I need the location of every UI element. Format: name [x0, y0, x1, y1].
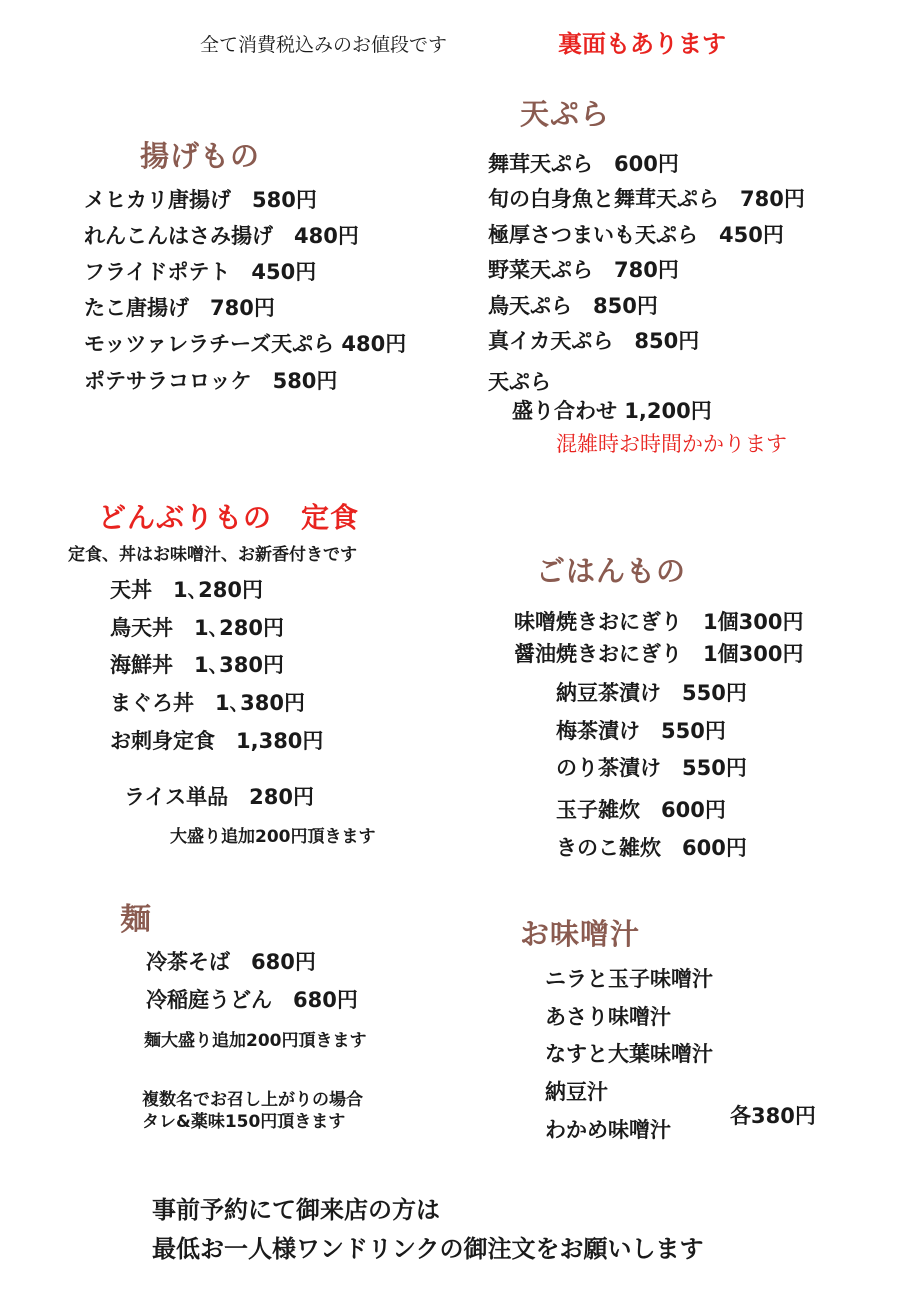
- list-item: 天丼 1､280円: [110, 578, 263, 602]
- men-note: 麺大盛り追加200円頂きます: [144, 1031, 367, 1051]
- section-title-gohan: ごはんもの: [536, 554, 687, 588]
- list-item: 味噌焼きおにぎり 1個300円: [514, 610, 804, 634]
- list-item: ライス単品 280円: [124, 785, 314, 809]
- section-title-donburi: どんぶりもの 定食: [98, 501, 360, 534]
- footer-line-1: 事前予約にて御来店の方は: [152, 1196, 440, 1224]
- list-item: 梅茶漬け 550円: [556, 719, 726, 743]
- list-item: 鳥天ぷら 850円: [488, 294, 658, 318]
- list-item: モッツァレラチーズ天ぷら 480円: [84, 332, 407, 356]
- section-title-agemono: 揚げもの: [140, 139, 261, 173]
- list-item: 玉子雑炊 600円: [556, 798, 726, 822]
- list-item: お刺身定食 1,380円: [110, 729, 324, 753]
- busy-note: 混雑時お時間かかります: [556, 432, 787, 456]
- list-item: たこ唐揚げ 780円: [84, 296, 275, 320]
- list-item: れんこんはさみ揚げ 480円: [84, 224, 359, 248]
- tax-note: 全て消費税込みのお値段です: [200, 34, 448, 56]
- men-note: タレ&薬味150円頂きます: [142, 1112, 346, 1132]
- list-item: 盛り合わせ 1,200円: [512, 399, 712, 423]
- list-item: 冷稲庭うどん 680円: [146, 988, 358, 1012]
- list-item: ポテサラコロッケ 580円: [84, 369, 338, 393]
- list-item: 鳥天丼 1､280円: [110, 616, 284, 640]
- list-item: わかめ味噌汁: [545, 1118, 671, 1142]
- rice-note: 大盛り追加200円頂きます: [170, 827, 376, 847]
- donburi-note: 定食、丼はお味噌汁、お新香付きです: [68, 545, 357, 565]
- list-item: ニラと玉子味噌汁: [545, 967, 713, 991]
- list-item: 冷茶そば 680円: [146, 950, 316, 974]
- list-item: 醤油焼きおにぎり 1個300円: [514, 642, 804, 666]
- list-item: のり茶漬け 550円: [556, 756, 747, 780]
- list-item: 納豆茶漬け 550円: [556, 681, 747, 705]
- list-item: 極厚さつまいも天ぷら 450円: [488, 223, 784, 247]
- footer-line-2: 最低お一人様ワンドリンクの御注文をお願いします: [152, 1235, 704, 1263]
- list-item: 納豆汁: [545, 1080, 608, 1104]
- list-item: 舞茸天ぷら 600円: [488, 152, 679, 176]
- back-side-note: 裏面もあります: [558, 30, 726, 58]
- list-item: まぐろ丼 1､380円: [110, 691, 305, 715]
- list-item: 天ぷら: [488, 370, 551, 394]
- miso-price: 各380円: [730, 1104, 816, 1128]
- section-title-tempura: 天ぷら: [520, 97, 611, 131]
- men-note: 複数名でお召し上がりの場合: [142, 1090, 363, 1110]
- section-title-miso: お味噌汁: [520, 917, 641, 951]
- list-item: 真イカ天ぷら 850円: [488, 329, 700, 353]
- section-title-men: 麺: [120, 902, 152, 938]
- list-item: メヒカリ唐揚げ 580円: [84, 188, 317, 212]
- list-item: 海鮮丼 1､380円: [110, 653, 284, 677]
- list-item: フライドポテト 450円: [84, 260, 317, 284]
- list-item: 野菜天ぷら 780円: [488, 258, 679, 282]
- list-item: きのこ雑炊 600円: [556, 836, 747, 860]
- list-item: あさり味噌汁: [545, 1005, 671, 1029]
- list-item: 旬の白身魚と舞茸天ぷら 780円: [488, 187, 805, 211]
- list-item: なすと大葉味噌汁: [545, 1042, 713, 1066]
